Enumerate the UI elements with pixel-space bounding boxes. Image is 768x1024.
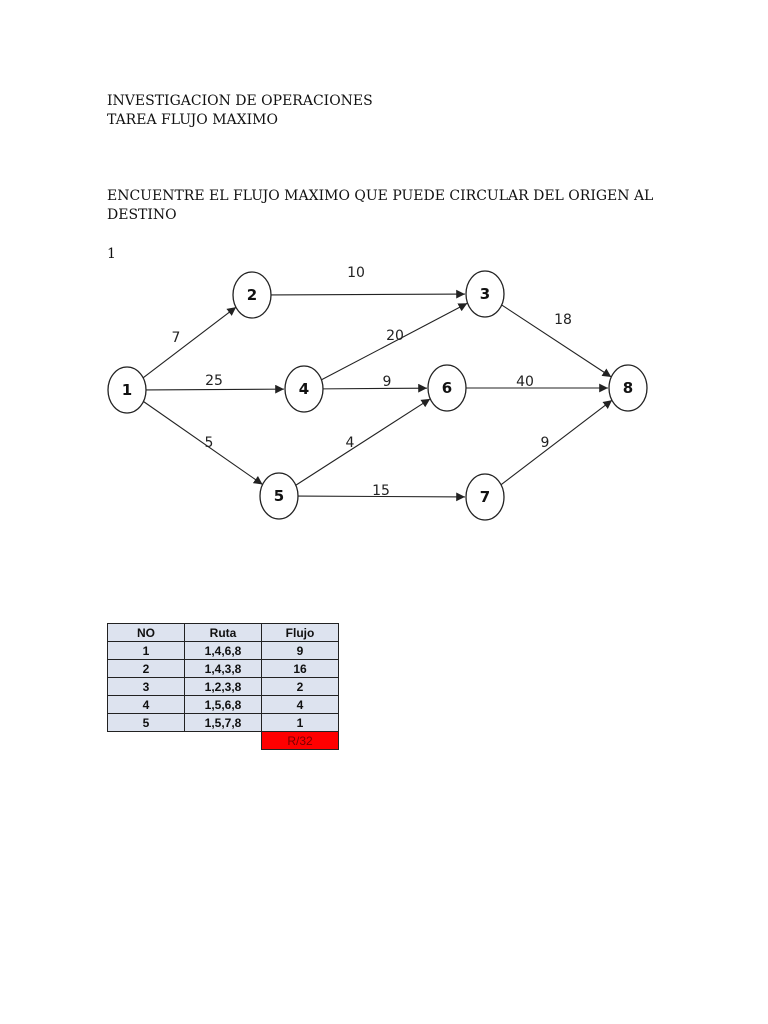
node-label: 8 [622,379,634,397]
node-label: 2 [246,286,258,304]
cell-ruta: 1,4,6,8 [185,642,262,660]
table-header-row [108,624,339,642]
cell-flujo: 1 [262,714,339,732]
document-title: INVESTIGACION DE OPERACIONES [107,93,373,109]
node-7 [466,474,504,520]
node-4 [285,366,323,412]
edge-capacity-label: 15 [372,483,390,499]
cell-no: 1 [108,642,185,660]
node-label: 4 [298,380,310,398]
edge-capacity-label: 40 [516,374,534,390]
edge-5-6 [295,399,430,486]
question-line-2: DESTINO [107,207,177,223]
table-row [108,696,339,714]
node-6 [428,365,466,411]
cell-ruta: 1,4,3,8 [185,660,262,678]
edge-capacity-label: 20 [386,328,404,344]
table-row [108,660,339,678]
blank-cell [185,732,262,750]
table-row [108,714,339,732]
cell-flujo: 4 [262,696,339,714]
edge-capacity-label: 25 [205,373,223,389]
table-row [108,678,339,696]
result-cell: R/32 [262,732,339,750]
edge-4-6 [323,388,427,389]
cell-no: 4 [108,696,185,714]
node-label: 7 [479,488,491,506]
cell-ruta: 1,5,7,8 [185,714,262,732]
cell-flujo: 16 [262,660,339,678]
document-subtitle: TAREA FLUJO MAXIMO [107,112,278,128]
cell-no: 3 [108,678,185,696]
node-label: 6 [441,379,453,397]
edge-1-2 [142,307,236,378]
edge-7-8 [500,400,612,485]
edge-capacity-label: 9 [540,435,550,451]
edge-capacity-label: 18 [554,312,572,328]
problem-number: 1 [107,246,116,262]
question-line-1: ENCUENTRE EL FLUJO MAXIMO QUE PUEDE CIRCULAR DEL ORIGEN AL [107,188,654,204]
node-label: 5 [273,487,285,505]
flow-routes-table [107,623,339,750]
blank-cell [108,732,185,750]
table-total-row [108,732,339,750]
header-ruta: Ruta [185,624,262,642]
cell-no: 5 [108,714,185,732]
table-row [108,642,339,660]
node-5 [260,473,298,519]
edge-capacity-label: 4 [345,435,355,451]
node-1 [108,367,146,413]
node-2 [233,272,271,318]
header-no: NO [108,624,185,642]
cell-ruta: 1,5,6,8 [185,696,262,714]
edge-capacity-label: 7 [171,330,181,346]
cell-flujo: 9 [262,642,339,660]
edge-capacity-label: 9 [382,374,392,390]
edge-2-3 [271,294,465,295]
edge-1-5 [143,401,263,485]
node-8 [609,365,647,411]
cell-ruta: 1,2,3,8 [185,678,262,696]
cell-flujo: 2 [262,678,339,696]
edge-capacity-label: 10 [347,265,365,281]
cell-no: 2 [108,660,185,678]
edge-1-4 [146,389,284,390]
edge-capacity-label: 5 [204,435,214,451]
node-label: 3 [479,285,491,303]
node-3 [466,271,504,317]
node-label: 1 [121,381,133,399]
header-flujo: Flujo [262,624,339,642]
